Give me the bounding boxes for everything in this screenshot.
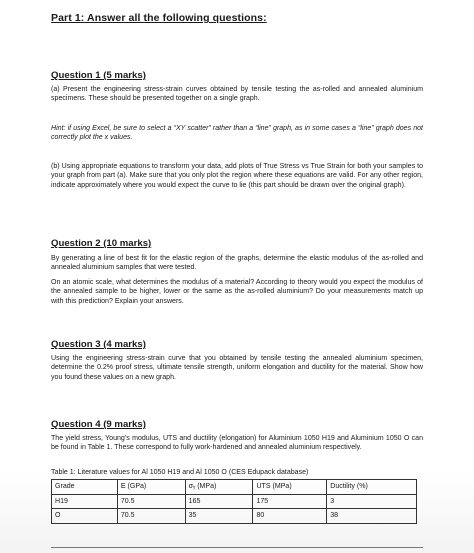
question-1-heading: Question 1 (5 marks) [51, 70, 146, 81]
table-cell: 80 [253, 509, 327, 524]
table-cell: O [52, 509, 118, 524]
table-cell: 38 [327, 509, 417, 524]
table-caption: Table 1: Literature values for Al 1050 H19 and Al 1050 O (CES Edupack database) [51, 469, 309, 476]
table-cell: 3 [327, 494, 417, 509]
question-2-heading: Question 2 (10 marks) [51, 238, 152, 249]
question-3-paragraph: Using the engineering stress-strain curve that you obtained by tensile testing the annealed aluminium specimen, determine the 0.2% proof stress, ultimate tensile strength, uniform elongation and ductility for the material. Show how you found these values on a new graph. [51, 355, 423, 381]
table-cell: 175 [253, 494, 327, 509]
table-header-cell: UTS (MPa) [253, 480, 327, 495]
table-row [52, 509, 417, 524]
question-1-hint: Hint: if using Excel, be sure to select a “XY scatter” rather than a “line” graph, as in some cases a “line” graph does not correctly plot the x values. [51, 125, 423, 142]
table-header-row [52, 480, 417, 495]
part-title: Part 1: Answer all the following questions: [51, 12, 267, 24]
table-row [52, 494, 417, 509]
table-cell: 35 [185, 509, 253, 524]
table-cell: H19 [52, 494, 118, 509]
table-header-cell: σᵧ (MPa) [185, 480, 253, 495]
question-2-paragraph-2: On an atomic scale, what determines the modulus of a material? According to theory would you expect the modulus of the annealed sample to be higher, lower or the same as the as-rolled aluminium? Do your measurements match up with this prediction? Explain your answers. [51, 279, 423, 305]
table-header-cell: Grade [52, 480, 118, 495]
table-cell: 165 [185, 494, 253, 509]
page-bottom-divider [51, 547, 423, 548]
literature-values-table [51, 479, 417, 524]
table-cell: 70.5 [117, 494, 185, 509]
table-header-cell: E (GPa) [117, 480, 185, 495]
table-cell: 70.5 [117, 509, 185, 524]
question-3-heading: Question 3 (4 marks) [51, 339, 146, 350]
question-1-part-a: (a) Present the engineering stress-strain curves obtained by tensile testing the as-rolled and annealed aluminium specimens. These should be presented together on a single graph. [51, 86, 423, 103]
question-1-part-b: (b) Using appropriate equations to transform your data, add plots of True Stress vs True Strain for both your samples to your graph from part (a). Make sure that you only plot the region where these equations are valid. For any other region, indicate approximately where you would expect the curve to lie (this part should be drawn over the original graph). [51, 163, 423, 189]
question-4-paragraph: The yield stress, Young’s modulus, UTS and ductility (elongation) for Aluminium 1050 H19 and Aluminium 1050 O can be found in Table 1. These correspond to fully work-hardened and annealed aluminium respectively. [51, 435, 423, 452]
question-4-heading: Question 4 (9 marks) [51, 419, 146, 430]
table-header-cell: Ductility (%) [327, 480, 417, 495]
question-2-paragraph-1: By generating a line of best fit for the elastic region of the graphs, determine the elastic modulus of the as-rolled and annealed aluminium samples that were tested. [51, 255, 423, 272]
